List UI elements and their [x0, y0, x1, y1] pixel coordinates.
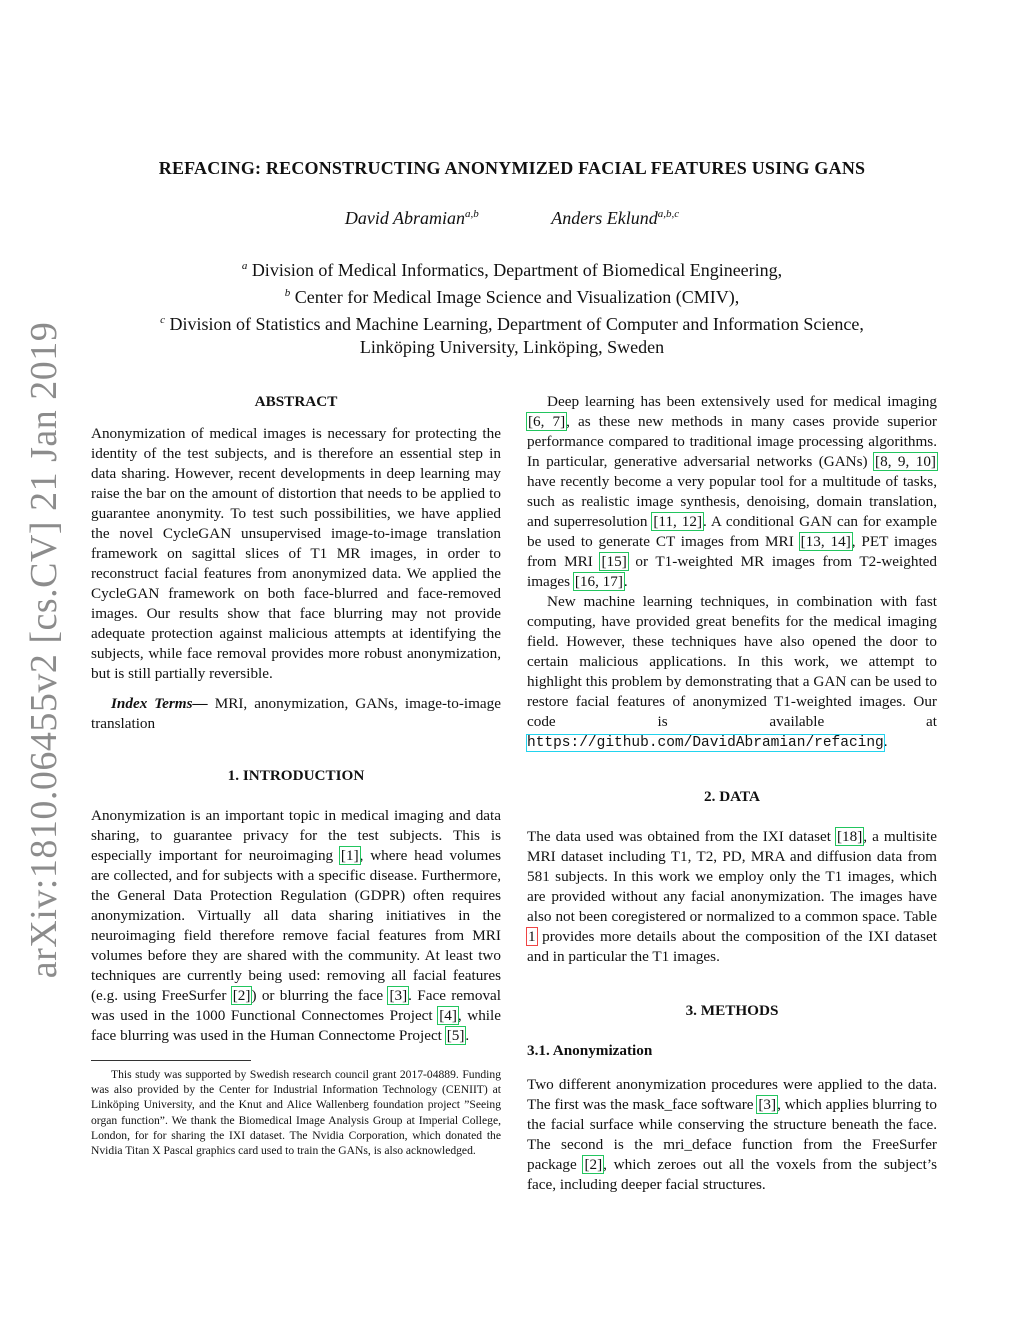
affiliation-text: Division of Statistics and Machine Learning, Department of Computer and Information Science,	[165, 314, 864, 334]
body-text: , a multisite MRI dataset including T1, T2, PD, MRA and diffusion data from 581 subjects. In this work we employ only the T1 images, which are provided without any facial anonymization. The images have also not been coregistered or normalized to a common space. Table	[527, 828, 937, 925]
body-text: Anonymization is an important topic in medical imaging and data sharing, to guarantee privacy for the test subjects. This is especially important for neuroimaging	[91, 807, 501, 864]
code-repository-link[interactable]: https://github.com/DavidAbramian/refacing	[527, 735, 884, 751]
affiliation-text: Center for Medical Image Science and Visualization (CMIV),	[290, 287, 740, 307]
methods-paragraph	[527, 1075, 937, 1195]
body-text: , which applies blurring to the facial surface while conserving the structure beneath the face. The second is the mri_deface function from the FreeSurfer package	[527, 1096, 937, 1173]
index-terms	[91, 694, 501, 734]
body-text: have recently become a very popular tool for a multitude of tasks, such as realistic image synthesis, denoising, domain translation, and superresolution	[527, 473, 937, 530]
affiliation-line	[60, 282, 964, 309]
body-text: , PET images from MRI	[527, 533, 937, 570]
citation-link[interactable]: [5]	[446, 1027, 465, 1044]
author-list	[60, 208, 964, 229]
data-paragraph	[527, 827, 937, 967]
footnote-area	[91, 1060, 501, 1158]
right-column	[527, 392, 937, 1195]
data-heading: 2. DATA	[704, 788, 760, 805]
affiliation-marker: a	[241, 260, 248, 272]
abstract-heading: ABSTRACT	[254, 393, 338, 410]
author	[345, 208, 479, 228]
body-text: ) or blurring the face	[251, 987, 389, 1004]
table-reference-link[interactable]: 1	[528, 928, 536, 945]
arxiv-identifier-text: arXiv:1810.06455v2 [cs.CV] 21 Jan 2019	[23, 321, 65, 979]
introduction-heading: 1. INTRODUCTION	[227, 767, 365, 784]
affiliation-text: Linköping University, Linköping, Sweden	[359, 337, 665, 357]
body-text: Deep learning has been extensively used for medical imaging	[547, 393, 937, 410]
funding-footnote: This study was supported by Swedish research council grant 2017-04889. Funding was also provided by the Center for Industrial Information Technology (CENIIT) at Linköping University, and the Knut and Alice Wallenberg foundation project ”Seeing organ function”. We thank the Biomedical Image Analysis Group at Imperial College, London, for for sharing the IXI dataset. The Nvidia Corporation, which donated the Nvidia Titan X Pascal graphics card used to train the GANs, is also acknowledged.	[91, 1068, 501, 1158]
affiliation-marker: c	[160, 314, 166, 326]
body-text: .	[623, 573, 628, 590]
author-name: David Abramian	[344, 208, 466, 228]
citation-link[interactable]: [11, 12]	[653, 513, 703, 530]
body-text: . Face removal was used in the 1000 Functional Connectomes Project	[91, 987, 501, 1024]
citation-link[interactable]: [13, 14]	[800, 533, 851, 550]
citation-link[interactable]: [2]	[232, 987, 251, 1004]
affiliation-marker: b	[284, 287, 291, 299]
citation-link[interactable]: [16, 17]	[574, 573, 623, 590]
affiliation-text: Division of Medical Informatics, Department of Biomedical Engineering,	[247, 260, 783, 280]
citation-link[interactable]: [4]	[439, 1007, 457, 1024]
body-text: , while face blurring was used in the Human Connectome Project	[91, 1007, 501, 1044]
affiliations	[60, 255, 964, 359]
anonymization-subheading: 3.1. Anonymization	[527, 1042, 653, 1059]
body-text: . A conditional GAN can for example be used to generate CT images from MRI	[527, 513, 937, 550]
citation-link[interactable]: [3]	[758, 1096, 777, 1113]
citation-link[interactable]: [8, 9, 10]	[875, 453, 936, 470]
citation-link[interactable]: [3]	[389, 987, 408, 1004]
abstract-text: Anonymization of medical images is necessary for protecting the identity of the test subjects, and is therefore an essential step in data sharing. However, recent developments in deep learning may raise the bar on the amount of distortion that needs to be applied to guarantee anonymity. To test such possibilities, we have applied the novel CycleGAN unsupervised image-to-image translation framework on sagittal slices of T1 MR images, in order to reconstruct facial features from anonymized data. We applied the CycleGAN framework on both face-blurred and face-removed images. Our results show that face blurring may not provide adequate protection against malicious attempts at identifying the subjects, while face removal provides more robust anonymization, but is still partially reversible.	[91, 425, 501, 682]
affiliation-line	[60, 336, 964, 359]
introduction-paragraph	[527, 592, 937, 753]
citation-link[interactable]: [1]	[340, 847, 359, 864]
author	[551, 208, 679, 228]
body-text: , as these new methods in many cases provide superior performance compared to traditional image processing algorithms. In particular, generative adversarial networks (GANs)	[527, 413, 937, 470]
methods-heading: 3. METHODS	[685, 1002, 779, 1019]
citation-link[interactable]: [6, 7]	[528, 413, 566, 430]
body-text: Two different anonymization procedures were applied to the data. The first was the mask_face software	[527, 1076, 937, 1113]
citation-link[interactable]: [18]	[836, 828, 863, 845]
citation-link[interactable]: [15]	[601, 553, 627, 570]
body-text: .	[883, 733, 888, 750]
affiliation-line	[60, 309, 964, 336]
index-terms-label: Index Terms—	[111, 695, 208, 712]
footnote-rule	[91, 1060, 251, 1061]
author-name: Anders Eklund	[551, 208, 658, 228]
introduction-paragraph	[91, 806, 501, 1046]
introduction-paragraph	[527, 392, 937, 592]
author-affiliation-marker: a,b	[465, 208, 479, 220]
body-text: , which zeroes out all the voxels from the subject’s face, including deeper facial structures.	[527, 1156, 938, 1193]
body-text: or T1-weighted MR images from T2-weighted images	[527, 553, 937, 590]
body-text: New machine learning techniques, in combination with fast computing, have provided great benefits for the medical imaging field. However, these techniques have also opened the door to certain malicious applications. In this work, we attempt to highlight this problem by demonstrating that a GAN can be used to restore facial features of anonymized T1-weighted images. Our code is available at	[527, 593, 937, 730]
body-text: , where head volumes are collected, and for subjects with a specific disease. Furthermore, the General Data Protection Regulation (GDPR) often requires anonymization. Virtually all data sharing initiatives in the neuroimaging field therefore remove facial features from MRI volumes before they are shared with the community. At least two techniques are currently being used: removing all facial features (e.g. using FreeSurfer	[91, 847, 501, 1004]
left-column	[91, 392, 501, 1158]
affiliation-line	[60, 255, 964, 282]
citation-link[interactable]: [2]	[584, 1156, 603, 1173]
index-terms-list: MRI, anonymization, GANs, image-to-image translation	[91, 695, 501, 732]
paper-title: REFACING: RECONSTRUCTING ANONYMIZED FACIAL FEATURES USING GANS	[158, 158, 866, 178]
body-text: provides more details about the composition of the IXI dataset and in particular the T1 images.	[527, 928, 937, 965]
body-text: The data used was obtained from the IXI dataset	[527, 828, 836, 845]
body-text: .	[465, 1027, 470, 1044]
author-affiliation-marker: a,b,c	[657, 208, 680, 220]
